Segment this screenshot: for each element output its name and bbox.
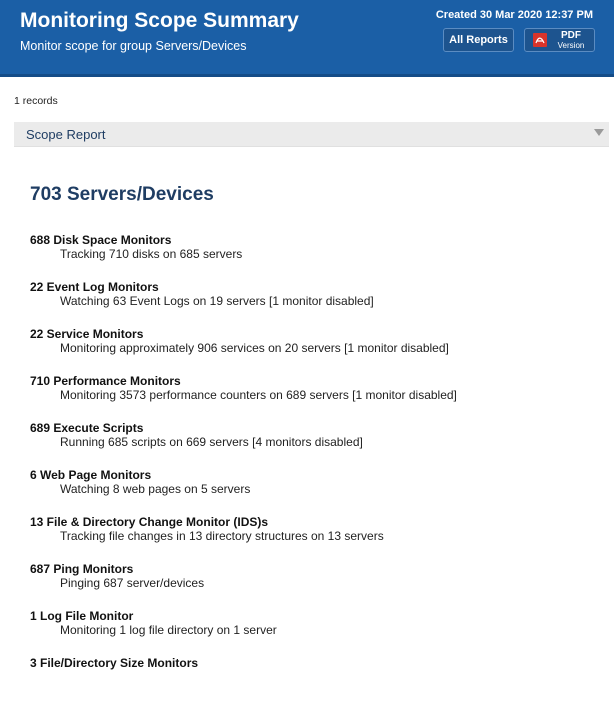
monitor-item: [30, 656, 600, 703]
monitor-description: Monitoring approximately 906 services on 20 servers [1 monitor disabled]: [60, 341, 449, 355]
monitor-title: 1 Log File Monitor: [30, 609, 134, 623]
monitor-item: [30, 515, 600, 562]
monitor-item: [30, 374, 600, 421]
report-header: [0, 0, 614, 77]
monitor-title: 3 File/Directory Size Monitors: [30, 656, 199, 670]
monitor-title: 687 Ping Monitors: [30, 562, 134, 576]
monitor-item: [30, 468, 600, 515]
monitor-title: 688 Disk Space Monitors: [30, 233, 172, 247]
page-title: Monitoring Scope Summary: [20, 9, 299, 32]
monitor-item: [30, 421, 600, 468]
pdf-icon: [532, 32, 548, 48]
monitor-title: 13 File & Directory Change Monitor (IDS)s: [30, 515, 269, 529]
monitor-item: [30, 609, 600, 656]
monitor-description: Running 685 scripts on 669 servers [4 monitors disabled]: [60, 435, 363, 449]
monitor-title: 710 Performance Monitors: [30, 374, 181, 388]
monitor-description: Pinging 687 server/devices: [60, 576, 205, 590]
monitor-description: Tracking file changes in 13 directory structures on 13 servers: [60, 529, 384, 543]
monitor-title: 6 Web Page Monitors: [30, 468, 152, 482]
pdf-version-label: Version: [557, 41, 585, 50]
all-reports-button[interactable]: All Reports: [443, 28, 514, 52]
monitor-list: [30, 233, 600, 703]
records-count: 1 records: [14, 95, 58, 107]
monitor-item: [30, 280, 600, 327]
scope-report-title: Scope Report: [26, 127, 106, 142]
monitor-description: Monitoring 3573 performance counters on 689 servers [1 monitor disabled]: [60, 388, 457, 402]
monitor-title: 22 Event Log Monitors: [30, 280, 159, 294]
monitor-description: Tracking 710 disks on 685 servers: [60, 247, 243, 261]
servers-devices-heading: 703 Servers/Devices: [30, 184, 214, 205]
monitor-item: [30, 233, 600, 280]
monitor-description: Watching 63 Event Logs on 19 servers [1 monitor disabled]: [60, 294, 374, 308]
pdf-label: PDF: [561, 30, 581, 41]
pdf-version-button[interactable]: [524, 28, 595, 52]
monitor-title: 689 Execute Scripts: [30, 421, 144, 435]
monitor-description: Monitoring 1 log file directory on 1 server: [60, 623, 277, 637]
created-timestamp: Created 30 Mar 2020 12:37 PM: [435, 9, 593, 21]
collapse-arrow-icon[interactable]: [594, 129, 604, 136]
page-subtitle: Monitor scope for group Servers/Devices: [20, 39, 247, 53]
scope-report-section-toggle[interactable]: [14, 122, 609, 147]
monitor-title: 22 Service Monitors: [30, 327, 144, 341]
monitor-item: [30, 327, 600, 374]
monitor-item: [30, 562, 600, 609]
monitor-description: Watching 8 web pages on 5 servers: [60, 482, 251, 496]
